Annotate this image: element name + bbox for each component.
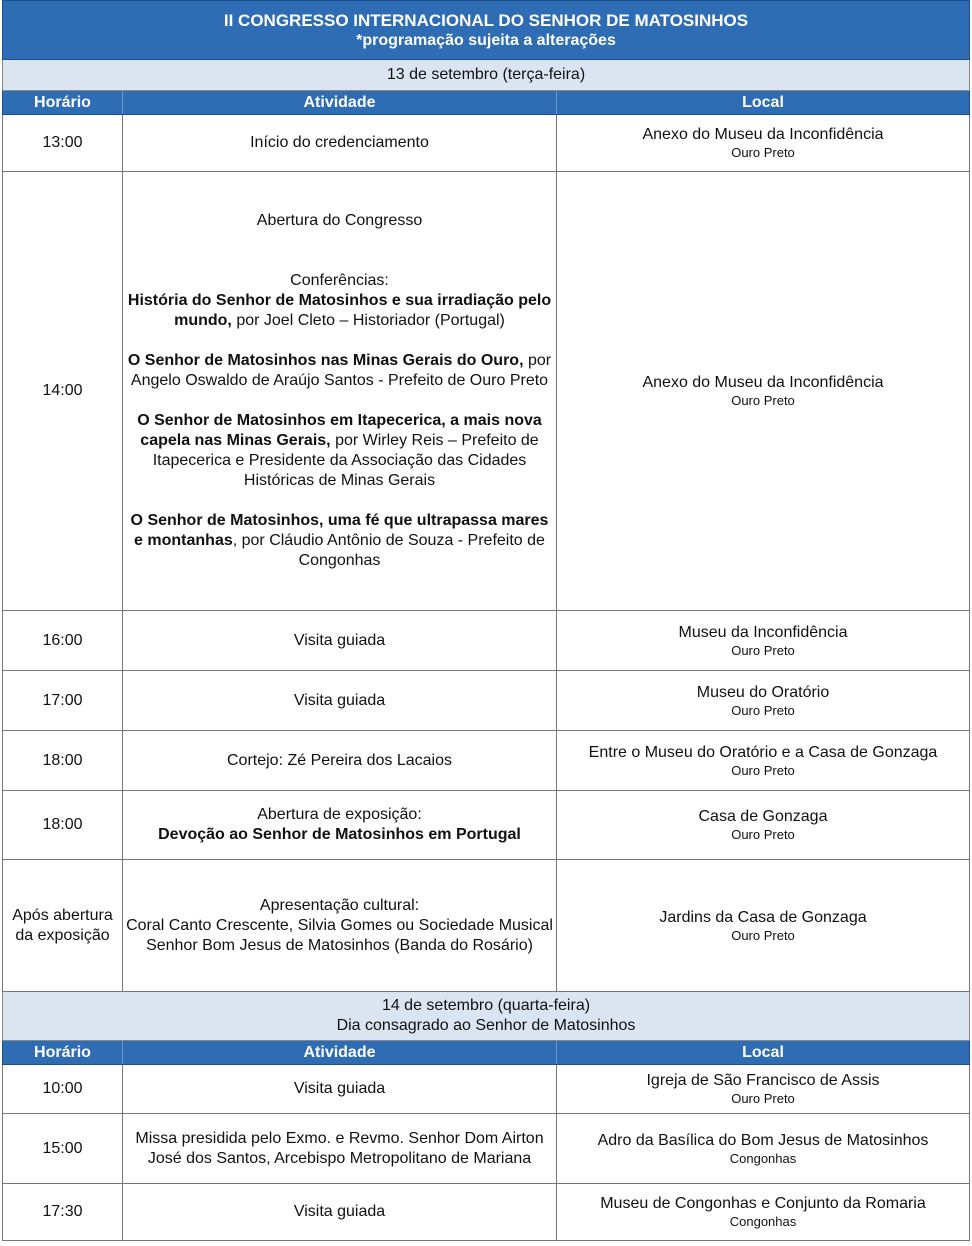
table-header <box>2 91 970 115</box>
table-row <box>2 860 970 992</box>
row-time: 13:00 <box>3 115 123 171</box>
place-name: Entre o Museu do Oratório e a Casa de Gonzaga <box>588 743 938 761</box>
table-row <box>2 611 970 671</box>
row-place <box>557 731 969 790</box>
talk-title: O Senhor de Matosinhos em Itapecerica, a mais nova capela nas Minas Gerais, <box>137 412 542 449</box>
row-time: 10:00 <box>3 1065 123 1113</box>
exhibition-title: Devoção ao Senhor de Matosinhos em Portugal <box>158 826 521 843</box>
place-city: Ouro Preto <box>731 393 795 408</box>
place-city: Ouro Preto <box>731 762 795 778</box>
place-name: Adro da Basílica do Bom Jesus de Matosinhos <box>597 1131 929 1149</box>
place-name: Anexo do Museu da Inconfidência <box>642 374 884 391</box>
row-activity: Início do credenciamento <box>123 115 557 171</box>
column-header-time: Horário <box>3 91 123 114</box>
row-activity: Visita guiada <box>123 1184 557 1240</box>
table-row <box>2 115 970 172</box>
row-time: 16:00 <box>3 611 123 670</box>
talk-speaker: por Joel Cleto – Historiador (Portugal) <box>231 312 505 329</box>
column-header-activity: Atividade <box>123 91 557 114</box>
row-activity <box>123 860 557 991</box>
day-band <box>2 60 970 91</box>
opening-label: Abertura do Congresso <box>256 212 423 229</box>
place-city: Ouro Preto <box>731 827 795 842</box>
place-name: Museu de Congonhas e Conjunto da Romaria <box>600 1195 926 1212</box>
table-row <box>2 1114 970 1184</box>
talk-title: O Senhor de Matosinhos, uma fé que ultrapassa mares e montanhas <box>130 512 549 549</box>
row-place <box>557 671 969 730</box>
column-header-activity: Atividade <box>123 1041 557 1064</box>
activity-line: Abertura de exposição: <box>257 806 422 823</box>
row-time: 18:00 <box>3 791 123 859</box>
day-label: 14 de setembro (quarta-feira) <box>381 997 591 1014</box>
talk-speaker: , por Cláudio Antônio de Souza - Prefeito de Congonhas <box>232 532 545 569</box>
row-place <box>557 172 969 610</box>
place-city: Ouro Preto <box>731 642 795 658</box>
table-row <box>2 1184 970 1241</box>
talk-item <box>126 411 553 491</box>
row-time: 15:00 <box>3 1114 123 1183</box>
table-row <box>2 671 970 731</box>
row-place <box>557 791 969 859</box>
column-header-time: Horário <box>3 1041 123 1064</box>
column-header-place: Local <box>742 93 784 111</box>
row-activity: Visita guiada <box>123 1065 557 1113</box>
day-band <box>2 992 970 1041</box>
talk-speaker: por Angelo Oswaldo de Araújo Santos - Prefeito de Ouro Preto <box>130 352 552 389</box>
row-place <box>557 1065 969 1113</box>
table-row <box>2 1065 970 1114</box>
day-label: 13 de setembro (terça-feira) <box>386 66 586 83</box>
place-city: Congonhas <box>729 1214 797 1229</box>
talk-speaker: por Wirley Reis – Prefeito de Itapecerica e Presidente da Associação das Cidades Históricas de Minas Gerais <box>152 432 539 489</box>
row-activity <box>123 172 557 610</box>
row-activity: Visita guiada <box>123 671 557 730</box>
document-header <box>2 0 970 60</box>
place-name: Jardins da Casa de Gonzaga <box>659 908 867 926</box>
row-activity: Missa presidida pelo Exmo. e Revmo. Senhor Dom Airton José dos Santos, Arcebispo Metropolitano de Mariana <box>123 1114 557 1183</box>
table-header <box>2 1041 970 1065</box>
talk-item <box>126 351 553 391</box>
place-city: Ouro Preto <box>731 1091 795 1106</box>
talk-title: O Senhor de Matosinhos nas Minas Gerais do Ouro, <box>127 352 524 369</box>
row-time: 18:00 <box>3 731 123 790</box>
place-city: Ouro Preto <box>731 145 795 160</box>
row-activity <box>123 791 557 859</box>
activity-detail: Coral Canto Crescente, Silvia Gomes ou Sociedade Musical Senhor Bom Jesus de Matosinhos (Banda do Rosário) <box>126 916 553 954</box>
place-name: Anexo do Museu da Inconfidência <box>642 126 884 143</box>
column-header-place: Local <box>742 1043 784 1061</box>
row-activity: Visita guiada <box>123 611 557 670</box>
row-place <box>557 1184 969 1240</box>
row-place <box>557 115 969 171</box>
schedule-document <box>2 0 970 1241</box>
row-time: 14:00 <box>3 172 123 610</box>
talk-item <box>126 291 553 331</box>
row-time: Após abertura da exposição <box>3 860 123 991</box>
activity-line: Apresentação cultural: <box>259 896 420 914</box>
place-city: Ouro Preto <box>731 927 795 943</box>
day-sublabel: Dia consagrado ao Senhor de Matosinhos <box>336 1017 636 1034</box>
talk-title: História do Senhor de Matosinhos e sua irradiação pelo mundo, <box>127 292 552 329</box>
place-city: Congonhas <box>729 1150 797 1166</box>
place-name: Casa de Gonzaga <box>698 808 828 825</box>
row-place <box>557 1114 969 1183</box>
row-activity: Cortejo: Zé Pereira dos Lacaios <box>123 731 557 790</box>
table-row <box>2 172 970 611</box>
table-row <box>2 731 970 791</box>
document-title: II CONGRESSO INTERNACIONAL DO SENHOR DE MATOSINHOS <box>223 10 749 30</box>
row-time: 17:30 <box>3 1184 123 1240</box>
place-city: Ouro Preto <box>731 702 795 718</box>
document-subtitle: *programação sujeita a alterações <box>356 31 616 49</box>
table-row <box>2 791 970 860</box>
place-name: Museu da Inconfidência <box>678 623 848 641</box>
place-name: Museu do Oratório <box>696 683 830 701</box>
place-name: Igreja de São Francisco de Assis <box>646 1072 880 1089</box>
talk-item <box>126 511 553 571</box>
row-time: 17:00 <box>3 671 123 730</box>
conferences-label: Conferências: <box>290 272 389 289</box>
row-place <box>557 611 969 670</box>
row-place <box>557 860 969 991</box>
